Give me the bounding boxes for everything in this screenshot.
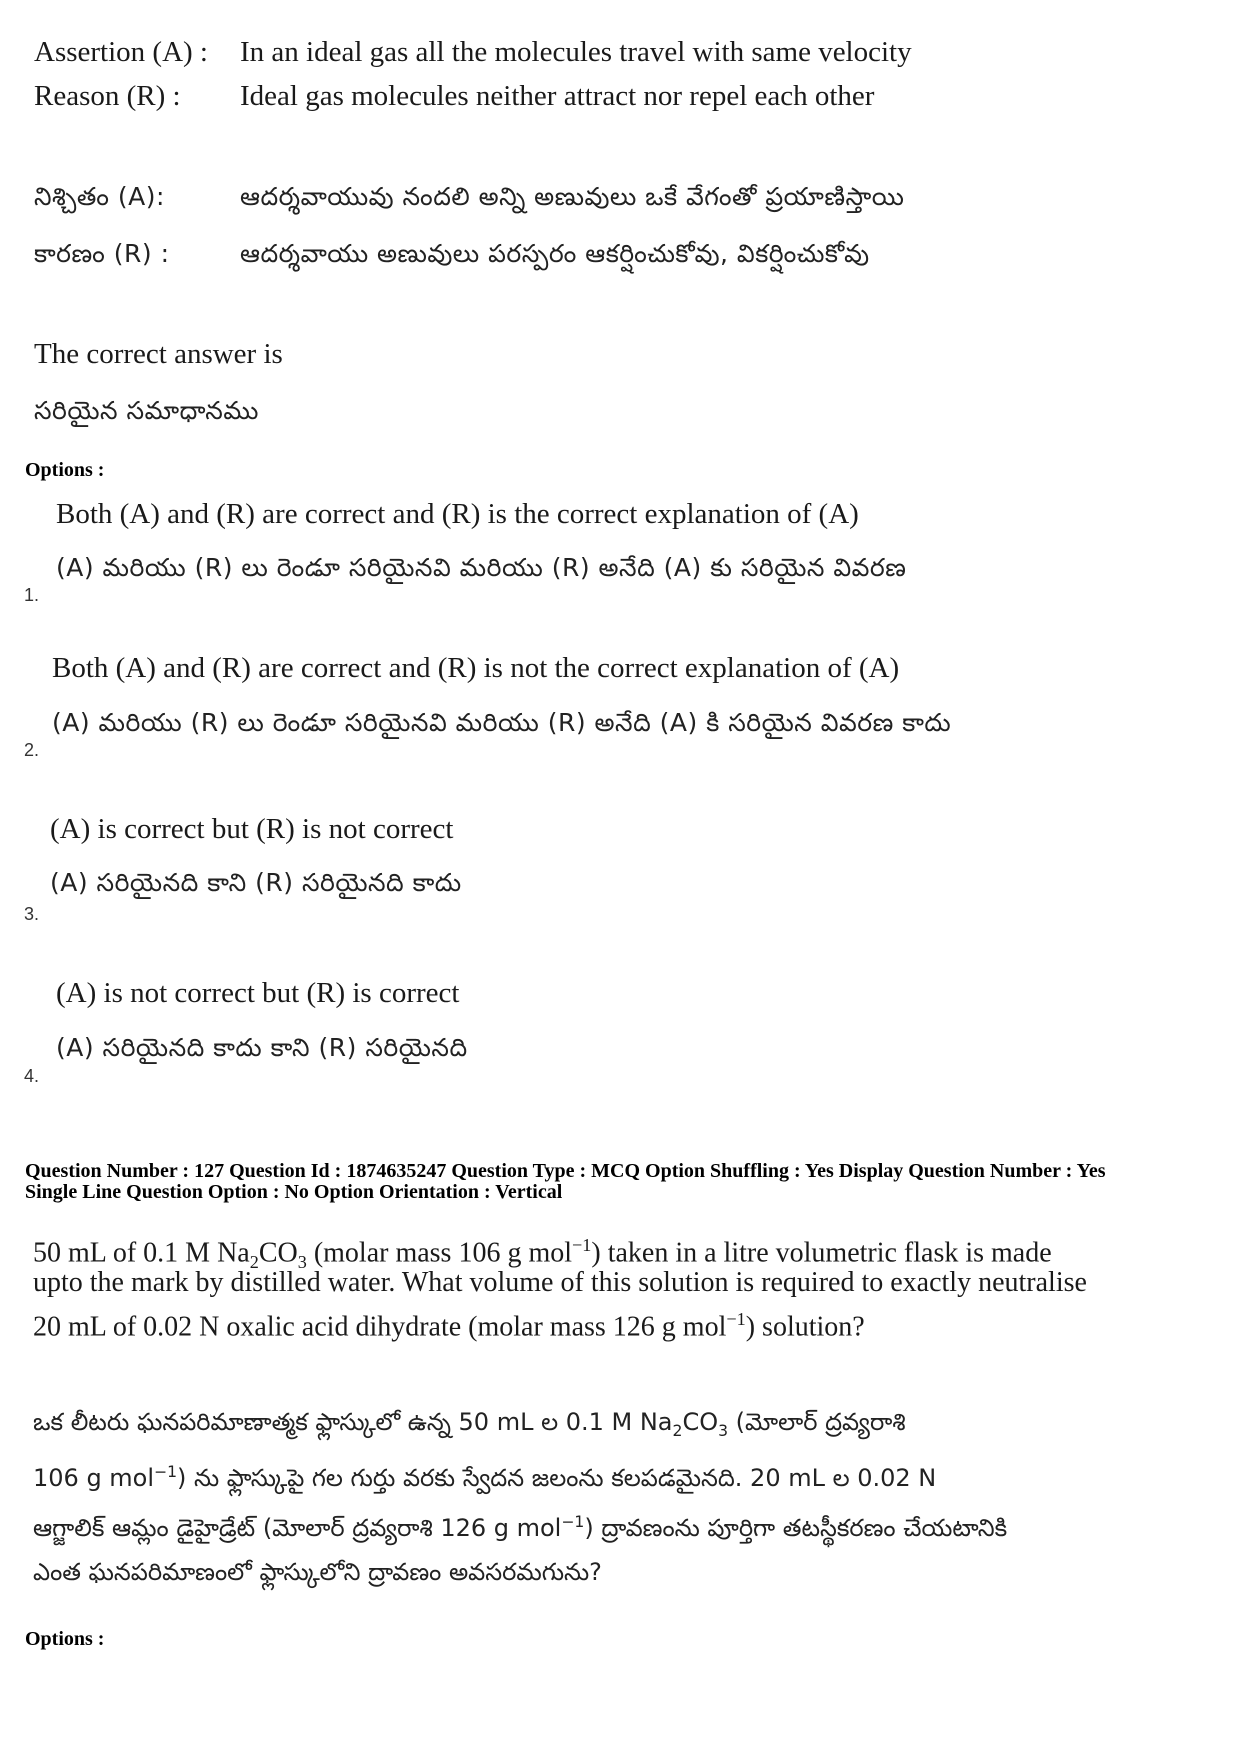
options-label: Options : <box>25 459 105 481</box>
assertion-text: In an ideal gas all the molecules travel with same velocity <box>240 36 912 68</box>
option-1-text: Both (A) and (R) are correct and (R) is the correct explanation of (A) <box>56 498 859 530</box>
answer-prompt-te: సరియైన సమాధానము <box>34 396 259 425</box>
option-4-text: (A) is not correct but (R) is correct <box>56 977 460 1009</box>
reason-label: Reason (R) : <box>34 80 181 112</box>
question-text-te-line-2: 106 g mol$^{-1}$) ను ఫ్లాస్కుపై గల గుర్తు వరకు స్వేదన జలంను కలపడమైనది. 20 mL ల 0.02 N <box>33 1463 937 1492</box>
option-1-text-te: (A) మరియు (R) లు రెండూ సరియైనవి మరియు (R) అనేది (A) కు సరియైన వివరణ <box>56 553 907 582</box>
option-2-number: 2. <box>24 740 40 760</box>
reason-text-te: ఆదర్శవాయు అణువులు పరస్పరం ఆకర్షించుకోవు, వికర్షించుకోవు <box>240 239 870 268</box>
question-text-te-line-3: ఆగ్జాలిక్ ఆమ్లం డైహైడ్రేట్ (మోలార్ ద్రవ్యరాశి 126 g mol$^{-1}$) ద్రావణంను పూర్తిగా తటస్థీకరణం చేయటానికి <box>33 1513 1008 1542</box>
question-text-en-line-2: upto the mark by distilled water. What volume of this solution is required to exactly neutralise <box>33 1267 1087 1298</box>
assertion-text-te: ఆదర్శవాయువు నందలి అన్ని అణువులు ఒకే వేగంతో ప్రయాణిస్తాయి <box>240 182 905 211</box>
option-4-text-te: (A) సరియైనది కాదు కాని (R) సరియైనది <box>56 1033 468 1062</box>
option-4-number: 4. <box>24 1066 40 1086</box>
reason-label-te: కారణం (R) : <box>34 239 170 268</box>
assertion-label: Assertion (A) : <box>34 36 208 68</box>
question-meta-line-2: Single Line Question Option : No Option Orientation : Vertical <box>25 1181 563 1203</box>
question-meta-line-1: Question Number : 127 Question Id : 1874635247 Question Type : MCQ Option Shuffling : Yes Display Question Number : Yes <box>25 1160 1106 1182</box>
option-2-text-te: (A) మరియు (R) లు రెండూ సరియైనవి మరియు (R) అనేది (A) కి సరియైన వివరణ కాదు <box>52 708 952 737</box>
option-2-text: Both (A) and (R) are correct and (R) is not the correct explanation of (A) <box>52 652 900 684</box>
reason-text: Ideal gas molecules neither attract nor repel each other <box>240 80 875 112</box>
question-text-te-line-1: ఒక లీటరు ఘనపరిమాణాత్మక ఫ్లాస్కులో ఉన్న 50 mL ల 0.1 M $Na_2CO_3$ (మోలార్ ద్రవ్యరాశి <box>33 1408 906 1440</box>
question-text-en-line-1: 50 mL of 0.1 M $Na_2CO_3$ (molar mass 106 g mol$^{-1}$) taken in a litre volumetric flask is made <box>33 1235 1052 1272</box>
option-3-text-te: (A) సరియైనది కాని (R) సరియైనది కాదు <box>50 868 462 897</box>
option-3-number: 3. <box>24 904 40 924</box>
assertion-label-te: నిశ్చితం (A): <box>34 182 165 211</box>
answer-prompt: The correct answer is <box>34 338 283 370</box>
question-text-te-line-4: ఎంత ఘనపరిమాణంలో ఫ్లాస్కులోని ద్రావణం అవసరమగును? <box>33 1558 602 1586</box>
option-3-text: (A) is correct but (R) is not correct <box>50 813 454 845</box>
question-text-en-line-3: 20 mL of 0.02 N oxalic acid dihydrate (molar mass 126 g mol$^{-1}$) solution? <box>33 1309 865 1343</box>
option-1-number: 1. <box>24 585 40 605</box>
options-label-2: Options : <box>25 1628 105 1650</box>
